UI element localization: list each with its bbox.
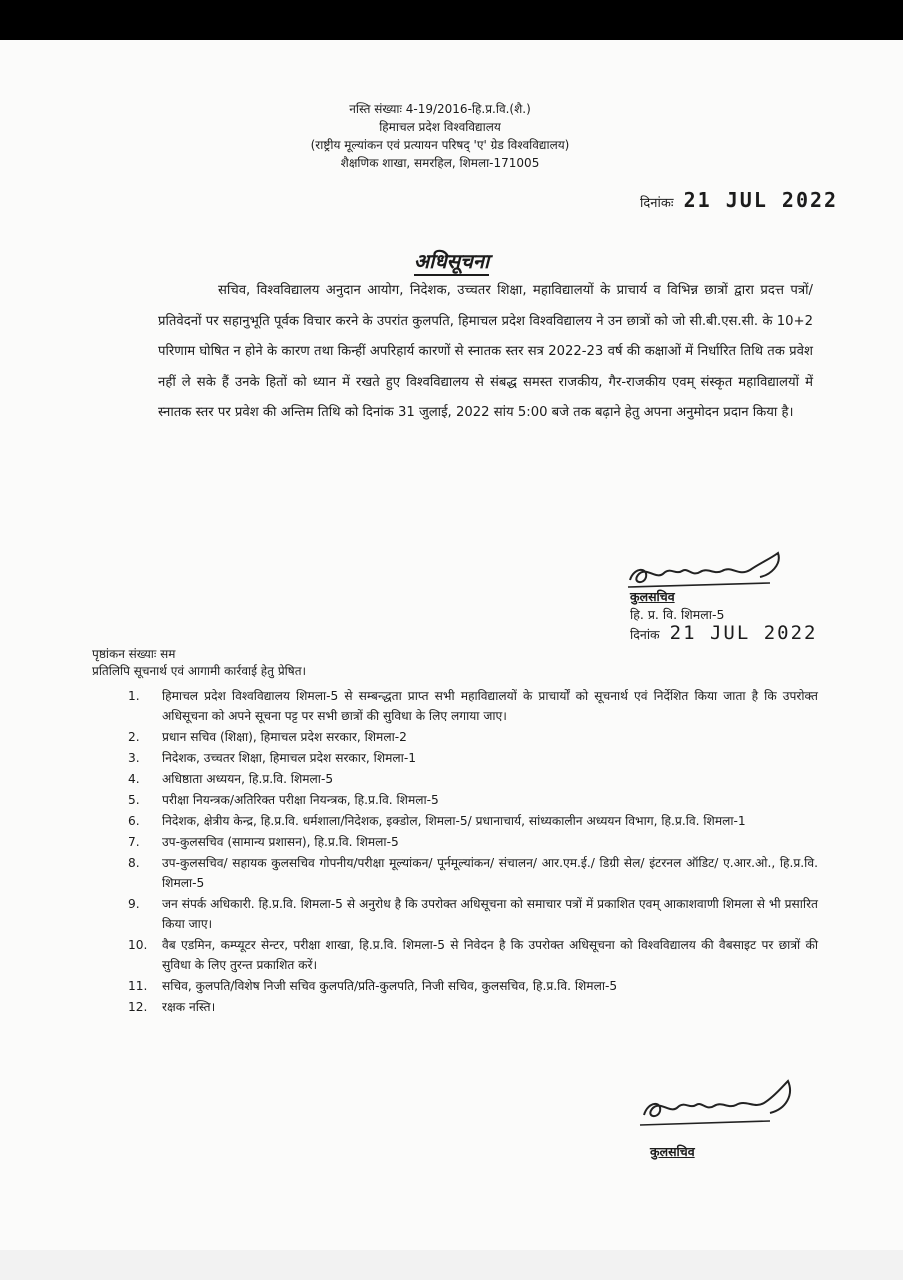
list-item-text: निदेशक, क्षेत्रीय केन्द्र, हि.प्र.वि. धर्मशाला/निदेशक, इक्डोल, शिमला-5/ प्रधानाचार्य, सांध्यकालीन अध्ययन विभाग, हि.प्र.वि. शिमला-1 — [162, 814, 746, 828]
letterhead — [240, 100, 640, 172]
list-item-number: 6. — [128, 814, 140, 828]
list-item-number: 5. — [128, 793, 140, 807]
list-item — [128, 769, 818, 789]
list-item-text: वैब एडमिन, कम्प्यूटर सेन्टर, परीक्षा शाखा, हि.प्र.वि. शिमला-5 से निवेदन है कि उपरोक्त अधिसूचना को विश्वविद्यालय की वैबसाइट पर छात्रों की सुविधा के लिए तुरन्त प्रकाशित करें। — [162, 938, 818, 972]
top-black-bar — [0, 0, 903, 40]
list-item — [128, 935, 818, 975]
list-item — [128, 748, 818, 768]
list-item — [128, 727, 818, 747]
list-item-number: 4. — [128, 772, 140, 786]
list-item-number: 2. — [128, 730, 140, 744]
signature-1-date-stamp: 21 JUL 2022 — [669, 622, 818, 644]
list-item — [128, 894, 818, 934]
list-item-text: निदेशक, उच्चतर शिक्षा, हिमाचल प्रदेश सरकार, शिमला-1 — [162, 751, 416, 765]
list-item — [128, 686, 818, 726]
list-item-number: 1. — [128, 689, 140, 703]
signature-2 — [630, 1075, 810, 1135]
notice-body: सचिव, विश्वविद्यालय अनुदान आयोग, निदेशक, उच्चतर शिक्षा, महाविद्यालयों के प्राचार्य व विभिन्न छात्रों द्वारा प्रदत्त पत्रों/ प्रतिवेदनों पर सहानुभूति पूर्वक विचार करने के उपरांत कुलपति, हिमाचल प्रदेश विश्वविद्यालय ने उन छात्रों को जो सी.बी.एस.सी. के 10+2 परिणाम घोषित न होने के कारण तथा किन्हीं अपरिहार्य कारणों से स्नातक स्तर सत्र 2022-23 वर्ष की कक्षाओं में निर्धारित तिथि तक प्रवेश नहीं ले सके हैं उनके हितों को ध्यान में रखते हुए विश्वविद्यालय से संबद्ध समस्त राजकीय, गैर-राजकीय एवम् संस्कृत महाविद्यालयों में स्नातक स्तर पर प्रवेश की अन्तिम तिथि को दिनांक 31 जुलाई, 2022 सांय 5:00 बजे तक बढ़ाने हेतु अपना अनुमोदन प्रदान किया है। — [158, 283, 813, 420]
signature-1-designation: कुलसचिव — [630, 589, 675, 604]
list-item-text: परीक्षा नियन्त्रक/अतिरिक्त परीक्षा नियन्त्रक, हि.प्र.वि. शिमला-5 — [162, 793, 439, 807]
endorsement — [92, 646, 306, 680]
list-item-text: रक्षक नस्ति। — [162, 1000, 216, 1014]
document-page — [0, 40, 903, 1250]
list-item — [128, 976, 818, 996]
signature-1-block — [630, 588, 817, 644]
file-number: नस्ति संख्याः 4-19/2016-हि.प्र.वि.(शै.) — [349, 102, 531, 116]
list-item-number: 7. — [128, 835, 140, 849]
endorsement-forwarding: प्रतिलिपि सूचनार्थ एवं आगामी कार्रवाई हेतु प्रेषित। — [92, 664, 307, 678]
date-stamp: 21 JUL 2022 — [683, 188, 839, 212]
list-item — [128, 790, 818, 810]
list-item — [128, 853, 818, 893]
list-item-number: 8. — [128, 856, 140, 870]
list-item — [128, 811, 818, 831]
copy-recipients-list — [128, 686, 818, 1018]
branch-address: शैक्षणिक शाखा, समरहिल, शिमला-171005 — [340, 156, 540, 170]
university-name: हिमाचल प्रदेश विश्वविद्यालय — [379, 120, 501, 134]
list-item-number: 9. — [128, 897, 140, 911]
signature-1-place: हि. प्र. वि. शिमला-5 — [630, 607, 725, 622]
list-item-text: सचिव, कुलपति/विशेष निजी सचिव कुलपति/प्रति-कुलपति, निजी सचिव, कुलसचिव, हि.प्र.वि. शिमला-5 — [162, 979, 618, 993]
list-item-text: हिमाचल प्रदेश विश्वविद्यालय शिमला-5 से सम्बन्द्धता प्राप्त सभी महाविद्यालयों के प्राचार्यों को सूचनार्थ एवं निर्देशित किया जाता है कि उपरोक्त अधिसूचना को अपने सूचना पट्ट पर सभी छात्रों की सुविधा के लिए लगाया जाए। — [162, 689, 818, 723]
list-item-number: 10. — [128, 938, 148, 952]
accreditation-line: (राष्ट्रीय मूल्यांकन एवं प्रत्यायन परिषद् 'ए' ग्रेड विश्वविद्यालय) — [310, 138, 570, 152]
list-item-text: जन संपर्क अधिकारी. हि.प्र.वि. शिमला-5 से अनुरोध है कि उपरोक्त अधिसूचना को समाचार पत्रों में प्रकाशित एवम् आकाशवाणी शिमला से भी प्रसारित किया जाए। — [162, 897, 818, 931]
notice-title-text: अधिसूचना — [414, 249, 489, 276]
list-item-text: उप-कुलसचिव/ सहायक कुलसचिव गोपनीय/परीक्षा मूल्यांकन/ पूर्नमूल्यांकन/ संचालन/ आर.एम.ई./ डिग्री सेल/ इंटरनल ऑडिट/ ए.आर.ओ., हि.प्र.वि. शिमला-5 — [162, 856, 818, 890]
signature-1-date-label: दिनांक — [630, 627, 660, 642]
list-item-text: प्रधान सचिव (शिक्षा), हिमाचल प्रदेश सरकार, शिमला-2 — [162, 730, 407, 744]
bottom-margin — [0, 1250, 903, 1280]
list-item — [128, 832, 818, 852]
list-item-number: 12. — [128, 1000, 148, 1014]
list-item-text: अधिष्ठाता अध्ययन, हि.प्र.वि. शिमला-5 — [162, 772, 334, 786]
list-item-number: 3. — [128, 751, 140, 765]
notice-title — [0, 247, 903, 274]
date-label: दिनांकः — [640, 196, 674, 211]
signature-1-date — [630, 624, 817, 644]
issue-date — [640, 188, 838, 212]
list-item-text: उप-कुलसचिव (सामान्य प्रशासन), हि.प्र.वि. शिमला-5 — [162, 835, 399, 849]
endorsement-number: पृष्ठांकन संख्याः सम — [92, 647, 176, 661]
list-item-number: 11. — [128, 979, 148, 993]
list-item — [128, 997, 818, 1017]
signature-2-designation: कुलसचिव — [650, 1144, 695, 1159]
